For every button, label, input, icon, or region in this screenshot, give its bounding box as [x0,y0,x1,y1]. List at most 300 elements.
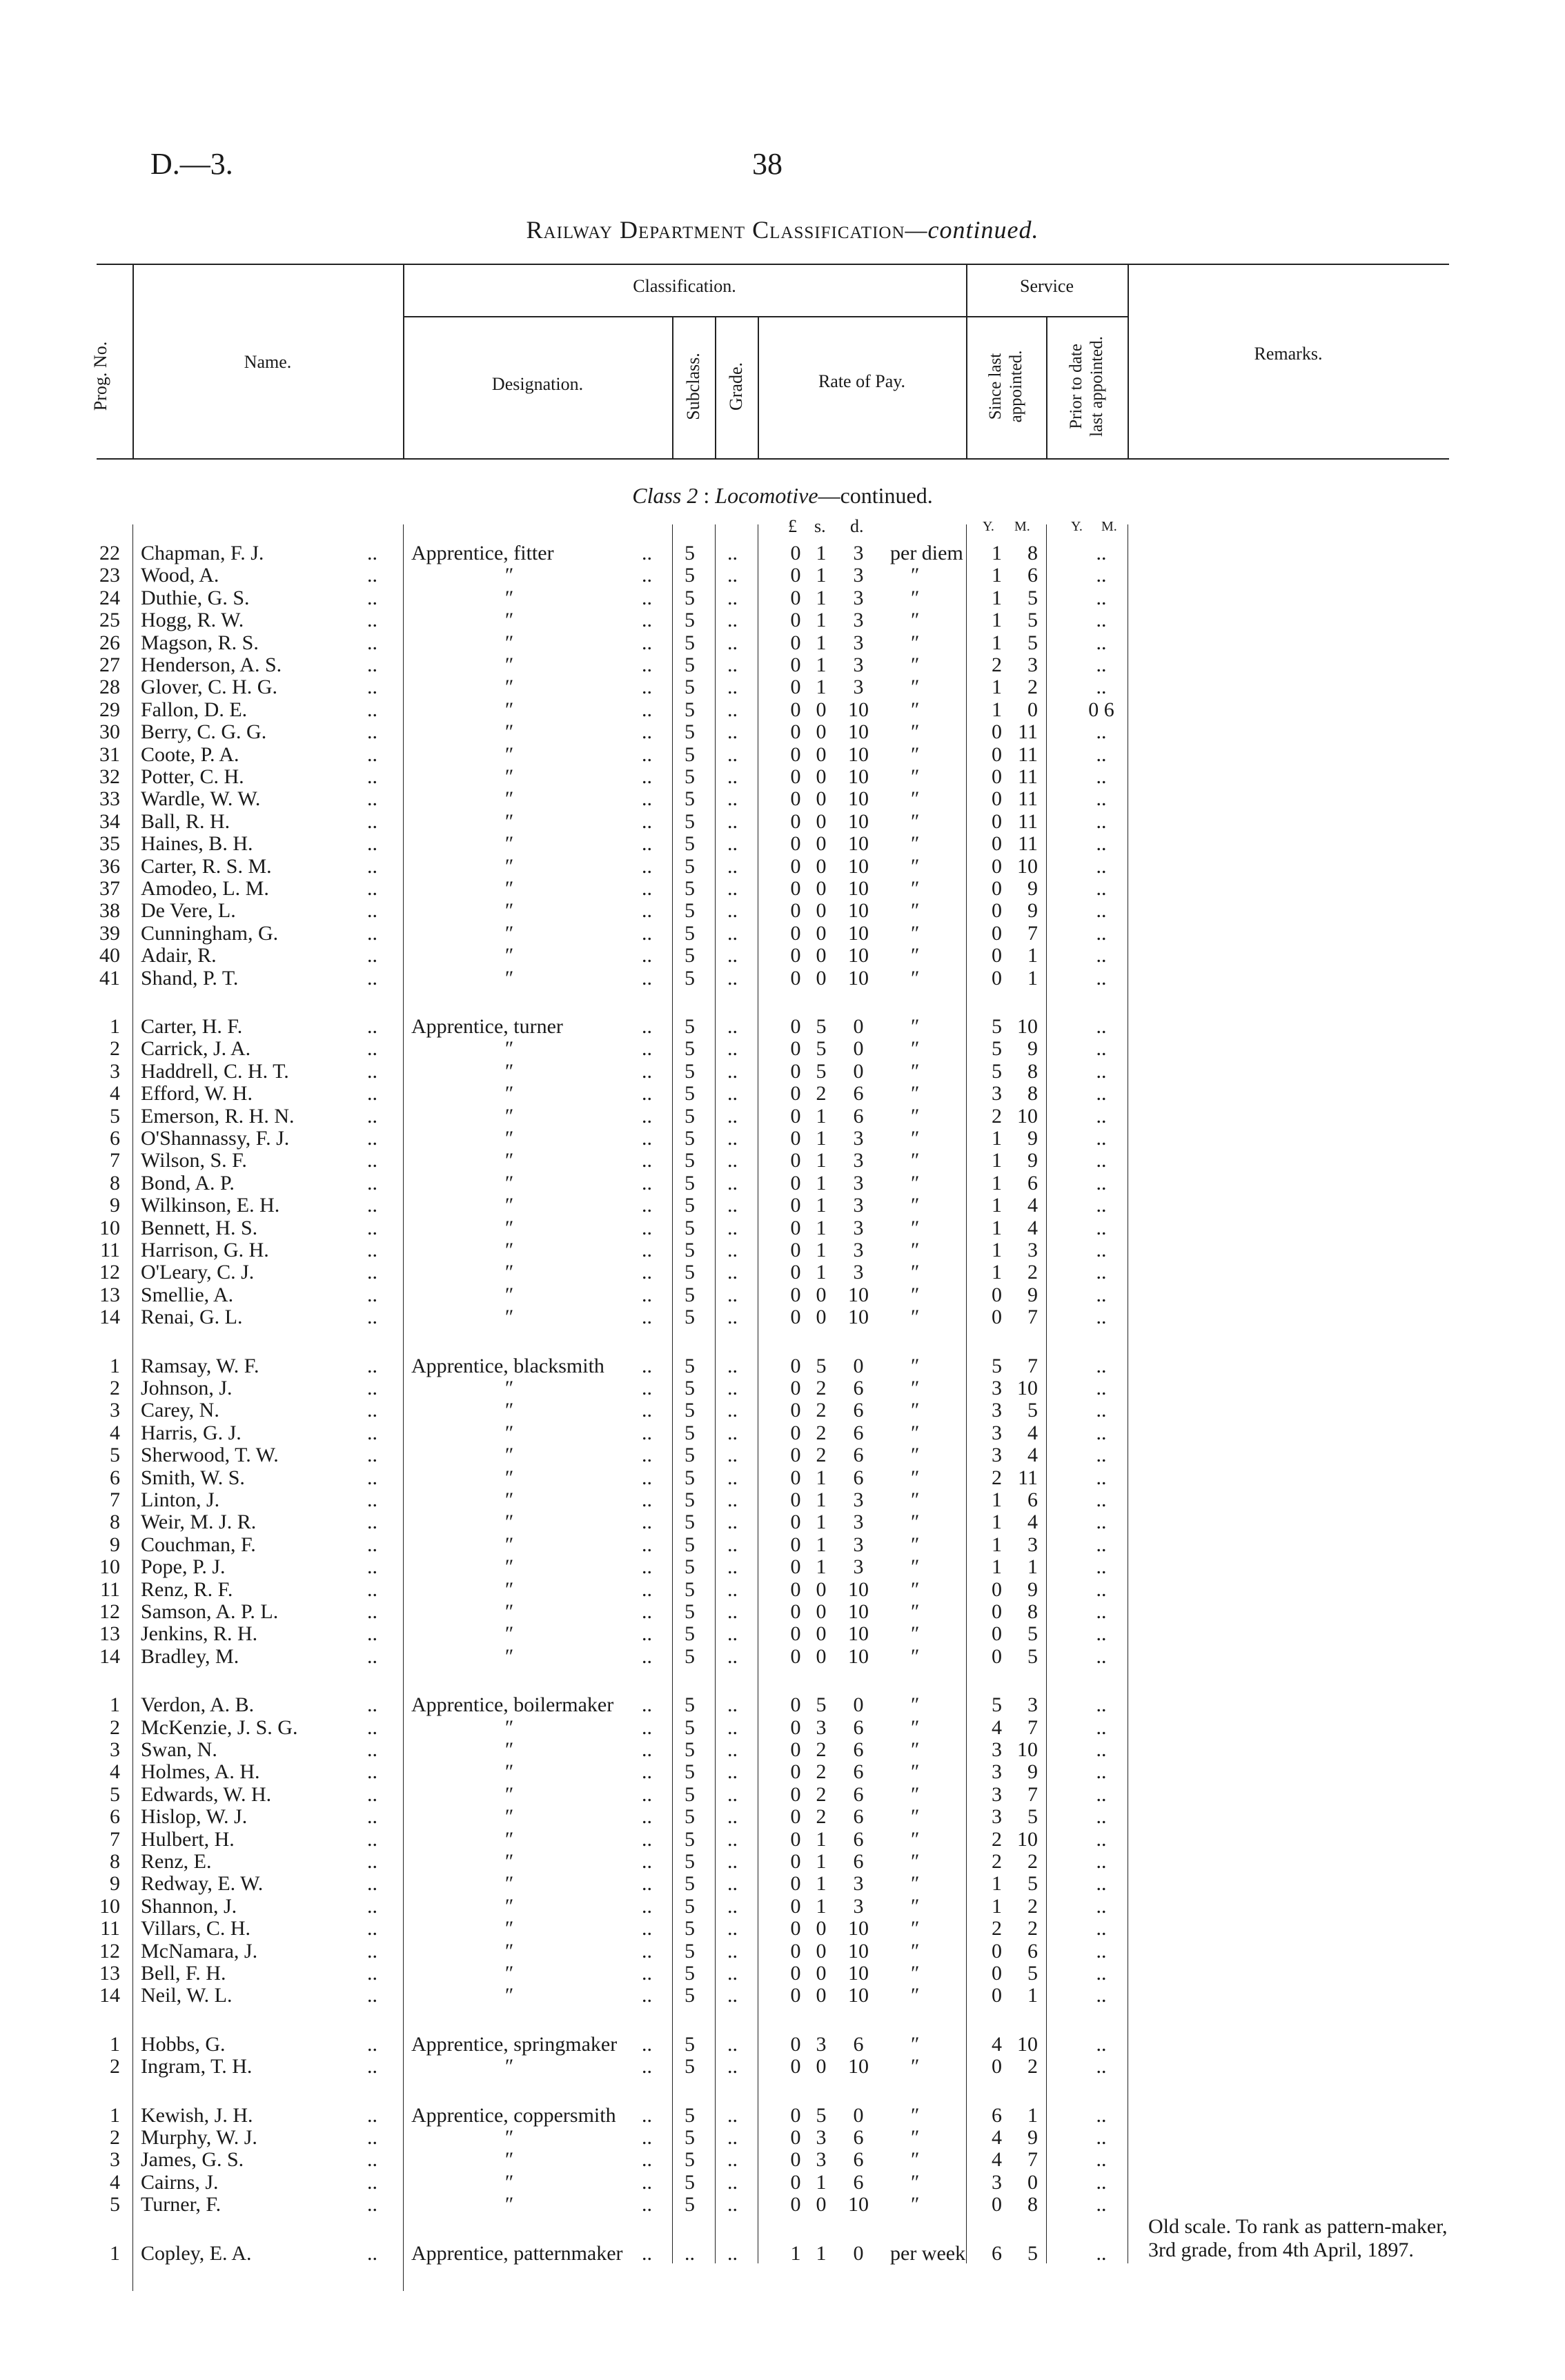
name-leader: .. [367,1895,377,1918]
row-shillings: 1 [816,1555,827,1578]
row-designation: ″ [504,899,513,922]
row-grade: .. [727,1872,738,1895]
row-pence: 3 [853,1511,864,1533]
row-grade: .. [727,1355,738,1377]
row-service-months: 1 [1027,1555,1038,1578]
row-prior-service: .. [1096,1645,1107,1668]
designation-leader: .. [642,2104,652,2127]
name-leader: .. [367,1760,377,1783]
row-service-months: 9 [1027,1149,1038,1172]
row-service-months: 8 [1027,1600,1038,1623]
name-leader: .. [367,1693,377,1716]
row-subclass: 5 [685,1127,695,1150]
row-designation: ″ [504,2171,513,2194]
row-grade: .. [727,922,738,945]
row-pounds: 0 [790,2055,801,2078]
row-service-months: 6 [1027,1488,1038,1511]
row-prog-no: 34 [99,810,120,833]
row-service-months: 4 [1027,1511,1038,1533]
header-bottom-rule [97,458,1449,460]
row-name: Bennett, H. S. [141,1217,258,1239]
row-pence: 0 [853,1037,864,1060]
designation-leader: .. [642,1716,652,1739]
row-rate-period: ″ [911,1805,920,1828]
row-prior-service: .. [1096,1261,1107,1284]
row-service-years: 1 [992,1488,1002,1511]
months-unit: M. [1014,519,1030,534]
row-service-months: 10 [1017,1738,1038,1761]
name-leader: .. [367,899,377,922]
row-service-months: 9 [1027,1284,1038,1306]
row-name: Cairns, J. [141,2171,219,2194]
row-subclass: 5 [685,1105,695,1128]
title-continued: —continued. [905,216,1039,244]
row-pounds: 0 [790,1149,801,1172]
row-rate-period: ″ [911,832,920,855]
row-shillings: 0 [816,1645,827,1668]
row-service-years: 0 [992,832,1002,855]
row-rate-period: ″ [911,765,920,788]
row-prog-no: 27 [99,653,120,676]
row-designation: ″ [504,1239,513,1261]
service-header: Service [1020,276,1074,296]
row-rate-period: ″ [911,1422,920,1444]
row-service-months: 4 [1027,1217,1038,1239]
row-prog-no: 5 [110,1105,120,1128]
table-row [0,542,1565,564]
row-pounds: 0 [790,2033,801,2056]
row-prog-no: 29 [99,698,120,721]
table-row [0,856,1565,878]
row-pounds: 0 [790,1306,801,1328]
row-name: Berry, C. G. G. [141,720,267,743]
row-shillings: 1 [816,1511,827,1533]
name-leader: .. [367,832,377,855]
row-name: Cunningham, G. [141,922,279,945]
row-rate-period: ″ [911,1828,920,1851]
row-rate-period: ″ [911,653,920,676]
row-service-years: 0 [992,787,1002,810]
row-pence: 3 [853,564,864,587]
designation-leader: .. [642,653,652,676]
row-prog-no: 10 [99,1217,120,1239]
row-pounds: 0 [790,653,801,676]
name-leader: .. [367,967,377,990]
row-grade: .. [727,676,738,698]
row-shillings: 0 [816,743,827,766]
row-pounds: 0 [790,1060,801,1083]
name-leader: .. [367,1172,377,1194]
row-pounds: 0 [790,587,801,609]
row-prior-service: .. [1096,676,1107,698]
row-pence: 6 [853,1828,864,1851]
row-pounds: 0 [790,1172,801,1194]
row-prior-service: .. [1096,1917,1107,1940]
row-rate-period: ″ [911,1261,920,1284]
row-designation: ″ [504,743,513,766]
row-shillings: 2 [816,1444,827,1466]
designation-leader: .. [642,1533,652,1556]
row-subclass: 5 [685,967,695,990]
row-subclass: 5 [685,1261,695,1284]
row-pence: 6 [853,1850,864,1873]
row-pence: 6 [853,1716,864,1739]
row-prior-service: 0 6 [1088,698,1114,721]
designation-leader: .. [642,877,652,900]
since-last-header [985,317,1027,455]
row-pounds: 0 [790,1015,801,1038]
table-row [0,2172,1565,2194]
row-subclass: 5 [685,855,695,878]
name-leader: .. [367,1399,377,1422]
row-grade: .. [727,542,738,564]
designation-leader: .. [642,1872,652,1895]
table-row [0,1489,1565,1511]
row-service-months: 1 [1027,1984,1038,2007]
row-pence: 3 [853,676,864,698]
row-pounds: 0 [790,1261,801,1284]
table-row [0,1217,1565,1239]
row-pence: 3 [853,1895,864,1918]
row-prog-no: 23 [99,564,120,587]
years-unit: Y. [983,519,994,534]
designation-leader: .. [642,698,652,721]
row-pence: 0 [853,1060,864,1083]
row-shillings: 0 [816,1622,827,1645]
row-subclass: 5 [685,899,695,922]
name-leader: .. [367,1082,377,1105]
row-service-months: 10 [1017,2033,1038,2056]
designation-leader: .. [642,1377,652,1399]
table-row [0,699,1565,721]
row-subclass: 5 [685,1872,695,1895]
row-designation: ″ [504,1511,513,1533]
row-rate-period: ″ [911,698,920,721]
row-service-years: 0 [992,1306,1002,1328]
row-shillings: 2 [816,1082,827,1105]
designation-leader: .. [642,1060,652,1083]
row-shillings: 0 [816,1940,827,1963]
row-designation: Apprentice, coppersmith [411,2104,616,2127]
row-rate-period: ″ [911,1194,920,1217]
row-prior-service: .. [1096,1037,1107,1060]
name-leader: .. [367,787,377,810]
name-leader: .. [367,2033,377,2056]
row-shillings: 1 [816,1261,827,1284]
row-shillings: 1 [816,1149,827,1172]
row-designation: ″ [504,720,513,743]
row-service-months: 9 [1027,1760,1038,1783]
row-service-months: 4 [1027,1444,1038,1466]
row-pence: 10 [848,1984,869,2007]
name-leader: .. [367,1444,377,1466]
row-service-years: 3 [992,1082,1002,1105]
row-service-months: 11 [1018,743,1038,766]
row-service-years: 4 [992,2148,1002,2171]
row-grade: .. [727,1940,738,1963]
row-grade: .. [727,2171,738,2194]
row-rate-period: ″ [911,1105,920,1128]
row-subclass: 5 [685,1488,695,1511]
row-shillings: 5 [816,1015,827,1038]
row-prior-service: .. [1096,810,1107,833]
name-leader: .. [367,1466,377,1489]
row-subclass: 5 [685,1850,695,1873]
row-prior-service: .. [1096,1895,1107,1918]
classification-header: Classification. [633,276,736,296]
row-designation: ″ [504,1306,513,1328]
row-service-months: 8 [1027,1060,1038,1083]
name-leader: .. [367,2242,377,2265]
row-pence: 10 [848,720,869,743]
designation-leader: .. [642,1194,652,1217]
row-prior-service: .. [1096,1805,1107,1828]
row-service-years: 1 [992,587,1002,609]
name-leader: .. [367,1149,377,1172]
row-prog-no: 1 [110,2033,120,2056]
name-leader: .. [367,1716,377,1739]
row-designation: ″ [504,1962,513,1985]
row-designation: ″ [504,1172,513,1194]
row-subclass: 5 [685,1284,695,1306]
table-row [0,1806,1565,1828]
row-pence: 6 [853,1399,864,1422]
row-name: Glover, C. H. G. [141,676,277,698]
row-service-years: 0 [992,1622,1002,1645]
row-prior-service: .. [1096,1217,1107,1239]
row-prog-no: 12 [99,1600,120,1623]
row-prior-service: .. [1096,944,1107,967]
row-service-months: 9 [1027,899,1038,922]
row-designation: ″ [504,1422,513,1444]
row-name: Shannon, J. [141,1895,237,1918]
row-prog-no: 5 [110,1783,120,1806]
row-pence: 0 [853,2104,864,2127]
row-rate-period: ″ [911,922,920,945]
row-prog-no: 5 [110,1444,120,1466]
row-pence: 3 [853,1127,864,1150]
row-service-months: 9 [1027,877,1038,900]
row-rate-period: ″ [911,1172,920,1194]
row-grade: .. [727,1645,738,1668]
row-shillings: 2 [816,1738,827,1761]
row-shillings: 0 [816,720,827,743]
row-service-years: 0 [992,1962,1002,1985]
name-leader: .. [367,1962,377,1985]
row-prog-no: 14 [99,1645,120,1668]
row-name: McKenzie, J. S. G. [141,1716,298,1739]
row-service-months: 3 [1027,1533,1038,1556]
row-prior-service: .. [1096,1444,1107,1466]
row-grade: .. [727,1716,738,1739]
row-prog-no: 9 [110,1533,120,1556]
row-pence: 3 [853,542,864,564]
row-rate-period: ″ [911,1850,920,1873]
row-shillings: 0 [816,1578,827,1601]
row-grade: .. [727,2055,738,2078]
name-leader: .. [367,1284,377,1306]
row-service-years: 1 [992,1511,1002,1533]
designation-leader: .. [642,1578,652,1601]
row-rate-period: ″ [911,1760,920,1783]
name-leader: .. [367,698,377,721]
row-pence: 0 [853,1693,864,1716]
row-service-years: 0 [992,2193,1002,2216]
shilling-unit: s. [814,516,826,536]
row-designation: ″ [504,1105,513,1128]
row-name: Haddrell, C. H. T. [141,1060,289,1083]
row-service-years: 1 [992,1194,1002,1217]
table-row [0,676,1565,698]
row-service-years: 2 [992,1828,1002,1851]
designation-leader: .. [642,1895,652,1918]
row-pounds: 0 [790,2104,801,2127]
table-row [0,1534,1565,1556]
row-rate-period: ″ [911,631,920,654]
row-pounds: 0 [790,1917,801,1940]
page-id: D.—3. [150,147,233,181]
row-service-years: 3 [992,1805,1002,1828]
row-subclass: 5 [685,1917,695,1940]
row-subclass: 5 [685,2126,695,2149]
row-subclass: 5 [685,1533,695,1556]
row-prior-service: .. [1096,1377,1107,1399]
row-service-months: 5 [1027,1622,1038,1645]
row-grade: .. [727,2148,738,2171]
row-shillings: 1 [816,587,827,609]
row-name: Johnson, J. [141,1377,233,1399]
designation-leader: .. [642,1444,652,1466]
row-prog-no: 13 [99,1622,120,1645]
row-subclass: 5 [685,1760,695,1783]
row-prior-service: .. [1096,542,1107,564]
row-grade: .. [727,1284,738,1306]
name-leader: .. [367,743,377,766]
row-prior-service: .. [1096,1399,1107,1422]
row-service-months: 6 [1027,1172,1038,1194]
row-pence: 10 [848,743,869,766]
row-shillings: 0 [816,1600,827,1623]
row-service-months: 2 [1027,1895,1038,1918]
row-subclass: 5 [685,2148,695,2171]
row-prog-no: 5 [110,2193,120,2216]
row-subclass: 5 [685,1828,695,1851]
row-rate-period: ″ [911,1488,920,1511]
row-name: Duthie, G. S. [141,587,250,609]
name-leader: .. [367,1511,377,1533]
row-prog-no: 9 [110,1194,120,1217]
row-service-months: 10 [1017,855,1038,878]
row-prog-no: 1 [110,2104,120,2127]
row-shillings: 0 [816,1962,827,1985]
name-leader: .. [367,1940,377,1963]
row-service-years: 5 [992,1693,1002,1716]
row-shillings: 0 [816,877,827,900]
row-shillings: 1 [816,1850,827,1873]
row-pounds: 0 [790,877,801,900]
row-prog-no: 10 [99,1895,120,1918]
row-service-years: 1 [992,698,1002,721]
row-pounds: 0 [790,743,801,766]
row-pence: 10 [848,1578,869,1601]
row-subclass: 5 [685,1895,695,1918]
row-grade: .. [727,967,738,990]
row-rate-period: ″ [911,1239,920,1261]
row-subclass: .. [685,2242,695,2265]
page-number: 38 [752,147,782,181]
designation-leader: .. [642,743,652,766]
row-shillings: 1 [816,631,827,654]
row-pence: 6 [853,1444,864,1466]
title-main: Railway Department Classification [526,216,905,244]
designation-leader: .. [642,2242,652,2265]
row-prior-service: .. [1096,1306,1107,1328]
row-pounds: 0 [790,1693,801,1716]
designation-leader: .. [642,542,652,564]
table-row [0,1623,1565,1645]
table-row [0,1963,1565,1985]
row-designation: ″ [504,855,513,878]
row-shillings: 0 [816,855,827,878]
prog-no-header: Prog. No. [90,341,110,411]
row-rate-period: ″ [911,1600,920,1623]
row-grade: .. [727,1015,738,1038]
table-row [0,2127,1565,2149]
table-row [0,1646,1565,1668]
row-shillings: 2 [816,1783,827,1806]
row-grade: .. [727,944,738,967]
row-subclass: 5 [685,1355,695,1377]
row-pounds: 0 [790,1716,801,1739]
row-grade: .. [727,1738,738,1761]
table-row [0,564,1565,587]
row-prior-service: .. [1096,1850,1107,1873]
row-pounds: 0 [790,1511,801,1533]
row-prior-service: .. [1096,1578,1107,1601]
designation-leader: .. [642,1149,652,1172]
designation-leader: .. [642,1622,652,1645]
name-leader: .. [367,1872,377,1895]
row-prior-service: .. [1096,2104,1107,2127]
row-pounds: 0 [790,832,801,855]
row-service-years: 0 [992,1940,1002,1963]
row-pounds: 0 [790,1895,801,1918]
row-designation: ″ [504,1578,513,1601]
row-service-years: 1 [992,1895,1002,1918]
row-name: Murphy, W. J. [141,2126,257,2149]
row-shillings: 2 [816,1805,827,1828]
table-row [0,1150,1565,1172]
row-prior-service: .. [1096,1783,1107,1806]
row-designation: ″ [504,1194,513,1217]
row-rate-period: ″ [911,1895,920,1918]
name-leader: .. [367,1555,377,1578]
row-grade: .. [727,1600,738,1623]
row-prior-service: .. [1096,1533,1107,1556]
row-designation: ″ [504,1149,513,1172]
row-service-months: 1 [1027,944,1038,967]
row-name: Bond, A. P. [141,1172,235,1194]
row-pounds: 0 [790,855,801,878]
table-row [0,1083,1565,1105]
table-row [0,1399,1565,1422]
row-service-years: 3 [992,1444,1002,1466]
row-prog-no: 11 [100,1239,120,1261]
row-service-months: 11 [1018,765,1038,788]
name-leader: .. [367,922,377,945]
designation-leader: .. [642,967,652,990]
row-pence: 3 [853,631,864,654]
